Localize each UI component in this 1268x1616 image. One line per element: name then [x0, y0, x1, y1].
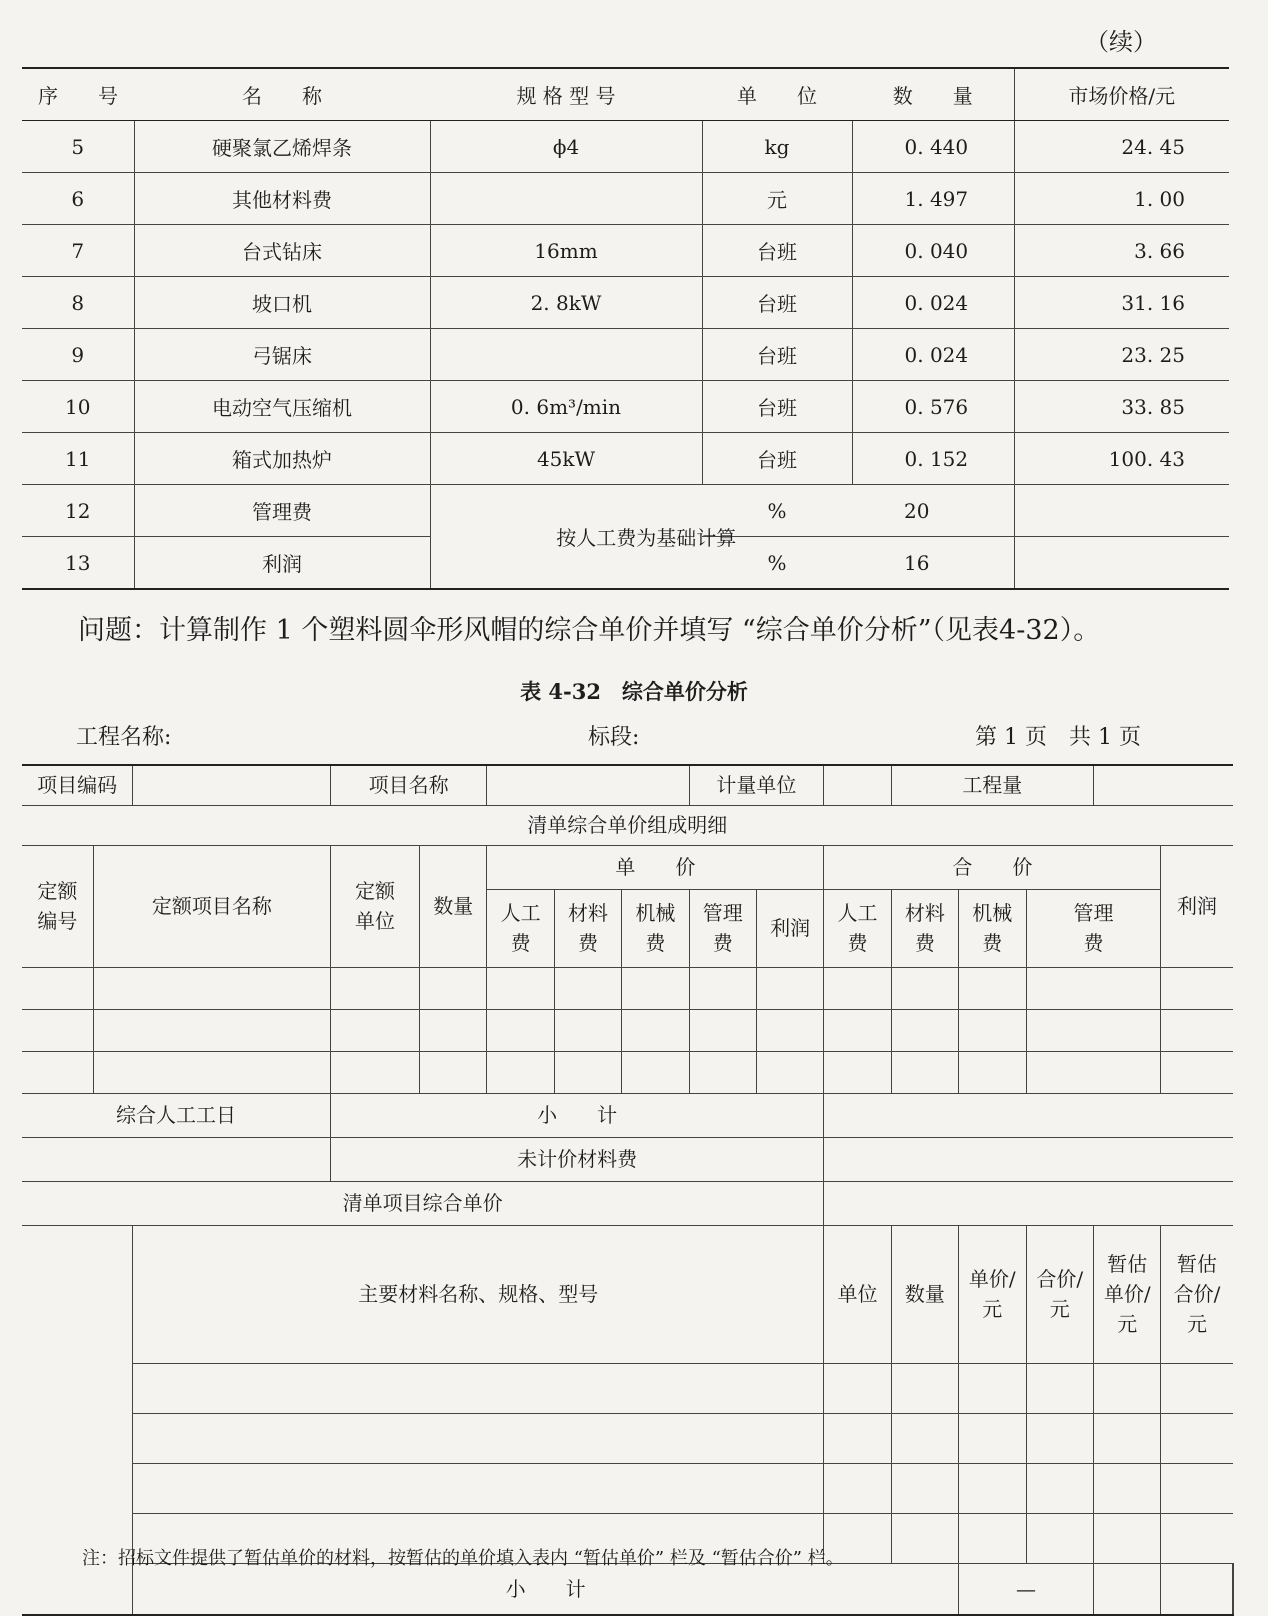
row-unit: 台班	[702, 225, 852, 277]
row-name: 箱式加热炉	[134, 433, 430, 485]
row-price	[1014, 537, 1229, 590]
estimated-total-price-header: 暂估 合价/ 元	[1161, 1225, 1233, 1363]
row-qty: 0. 040	[852, 225, 1014, 277]
item-name-label: 项目名称	[330, 765, 486, 805]
material-count-header: 数量	[891, 1225, 958, 1363]
row-price	[1014, 485, 1229, 537]
labor-days-row	[22, 1093, 1234, 1137]
quantity-label: 工程量	[891, 765, 1093, 805]
total-labor-header: 人工 费	[824, 889, 891, 967]
table-row	[22, 433, 1229, 485]
table-row	[22, 1463, 1234, 1513]
question-text: 问题：计算制作 1 个塑料圆伞形风帽的综合单价并填写 “综合单价分析”（见表4-32）。	[78, 615, 1101, 646]
material-subtotal-row	[22, 1563, 1234, 1615]
material-subtotal-label: 小 计	[133, 1563, 959, 1615]
main-material-header-row	[22, 1225, 1234, 1363]
materials-table	[22, 67, 1229, 590]
unit-machine-header: 机械 费	[622, 889, 689, 967]
main-material-header: 主要材料名称、规格、型号	[133, 1225, 824, 1363]
analysis-table	[22, 764, 1234, 1616]
row-no: 6	[22, 173, 134, 225]
row-qty: 0. 152	[852, 433, 1014, 485]
row-no: 7	[22, 225, 134, 277]
table-row	[22, 173, 1229, 225]
quota-no-header: 定额 编号	[22, 845, 93, 967]
material-total-price-header: 合价/ 元	[1026, 1225, 1093, 1363]
header-unit: 单 位	[702, 68, 852, 121]
item-code-label: 项目编码	[22, 765, 133, 805]
table-row	[22, 1413, 1234, 1463]
project-name-label: 工程名称:	[76, 725, 172, 750]
row-spec: ϕ4	[430, 121, 702, 173]
table-row	[22, 967, 1234, 1009]
row-spec	[430, 173, 702, 225]
row-no: 5	[22, 121, 134, 173]
row-spec: 16mm	[430, 225, 702, 277]
material-unit-price-header: 单价/ 元	[959, 1225, 1026, 1363]
unit-labor-header: 人工 费	[487, 889, 554, 967]
table-caption: 表 4-32 综合单价分析	[520, 679, 748, 704]
merged-basis-text: 按人工费为基础计算	[556, 526, 737, 550]
row-spec: 0. 6m³/min	[430, 381, 702, 433]
item-info-row	[22, 765, 1234, 805]
unit-price-group-header: 单 价	[487, 845, 824, 889]
row-unit: 台班	[702, 329, 852, 381]
table-row	[22, 277, 1229, 329]
total-management-header: 管理 费	[1026, 889, 1161, 967]
table-row	[22, 1051, 1234, 1093]
row-name: 弓锯床	[134, 329, 430, 381]
table-row	[22, 225, 1229, 277]
unit-profit-header: 利润	[756, 889, 823, 967]
merged-basis-cell	[430, 485, 737, 590]
table-row	[22, 329, 1229, 381]
row-no: 12	[22, 485, 134, 537]
total-machine-header: 机械 费	[959, 889, 1026, 967]
table-row	[22, 121, 1229, 173]
row-qty: 0. 440	[852, 121, 1014, 173]
footnote: 注：招标文件提供了暂估单价的材料，按暂估的单价填入表内 “暂估单价” 栏及 “暂估合价” 栏。	[82, 1548, 844, 1569]
row-name: 管理费	[134, 485, 430, 537]
item-unit-price-label: 清单项目综合单价	[22, 1181, 824, 1225]
total-profit-header: 利润	[1161, 845, 1233, 967]
row-name: 利润	[134, 537, 430, 590]
unpriced-material-label: 未计价材料费	[330, 1137, 823, 1181]
header-name: 名 称	[134, 68, 430, 121]
row-qty: 0. 024	[852, 329, 1014, 381]
material-unit-header: 单位	[824, 1225, 891, 1363]
estimated-unit-price-header: 暂估 单价/ 元	[1093, 1225, 1160, 1363]
row-unit: 台班	[702, 433, 852, 485]
header-spec: 规 格 型 号	[430, 68, 702, 121]
row-qty: 1. 497	[852, 173, 1014, 225]
row-price: 24. 45	[1014, 121, 1229, 173]
unit-management-header: 管理 费	[689, 889, 756, 967]
measure-unit-value	[824, 765, 891, 805]
table-row	[22, 1009, 1234, 1051]
row-no: 9	[22, 329, 134, 381]
section-label: 标段:	[588, 725, 640, 750]
row-price: 1. 00	[1014, 173, 1229, 225]
unpriced-material-row	[22, 1137, 1234, 1181]
row-no: 13	[22, 537, 134, 590]
quota-unit-header: 定额 单位	[330, 845, 419, 967]
measure-unit-label: 计量单位	[689, 765, 824, 805]
row-no: 10	[22, 381, 134, 433]
row-unit: %	[702, 485, 852, 537]
detail-title: 清单综合单价组成明细	[22, 805, 1233, 845]
row-qty: 0. 576	[852, 381, 1014, 433]
row-name: 台式钻床	[134, 225, 430, 277]
row-qty: 16	[852, 537, 1014, 590]
row-name: 坡口机	[134, 277, 430, 329]
item-name-value	[487, 765, 689, 805]
row-spec: 2. 8kW	[430, 277, 702, 329]
row-name: 其他材料费	[134, 173, 430, 225]
labor-days-label: 综合人工工日	[22, 1093, 330, 1137]
table-row	[22, 381, 1229, 433]
unit-material-header: 材料 费	[554, 889, 621, 967]
row-name: 硬聚氯乙烯焊条	[134, 121, 430, 173]
quota-item-name-header: 定额项目名称	[93, 845, 330, 967]
quantity-value	[1093, 765, 1232, 805]
row-spec: 45kW	[430, 433, 702, 485]
total-price-group-header: 合 价	[824, 845, 1161, 889]
subtotal-label: 小 计	[330, 1093, 823, 1137]
row-price: 31. 16	[1014, 277, 1229, 329]
table-row	[22, 1363, 1234, 1413]
row-price: 3. 66	[1014, 225, 1229, 277]
row-unit: kg	[702, 121, 852, 173]
item-code-value	[133, 765, 331, 805]
row-qty: 20	[852, 485, 1014, 537]
header-no: 序 号	[22, 68, 134, 121]
quota-header-row	[22, 845, 1234, 889]
total-material-header: 材料 费	[891, 889, 958, 967]
row-price: 100. 43	[1014, 433, 1229, 485]
row-unit: 元	[702, 173, 852, 225]
continued-label: （续）	[1085, 28, 1157, 56]
row-unit: %	[702, 537, 852, 590]
header-qty: 数 量	[852, 68, 1014, 121]
header-price: 市场价格/元	[1014, 68, 1229, 121]
row-name: 电动空气压缩机	[134, 381, 430, 433]
detail-title-row	[22, 805, 1234, 845]
count-header: 数量	[420, 845, 487, 967]
row-unit: 台班	[702, 277, 852, 329]
row-price: 33. 85	[1014, 381, 1229, 433]
row-no: 11	[22, 433, 134, 485]
row-unit: 台班	[702, 381, 852, 433]
row-spec	[430, 329, 702, 381]
materials-header-row	[22, 68, 1229, 121]
row-qty: 0. 024	[852, 277, 1014, 329]
material-dash-1: —	[959, 1563, 1094, 1615]
row-no: 8	[22, 277, 134, 329]
page-count: 第 1 页 共 1 页	[975, 725, 1141, 750]
table-row	[22, 485, 1229, 537]
item-unit-price-row	[22, 1181, 1234, 1225]
row-price: 23. 25	[1014, 329, 1229, 381]
